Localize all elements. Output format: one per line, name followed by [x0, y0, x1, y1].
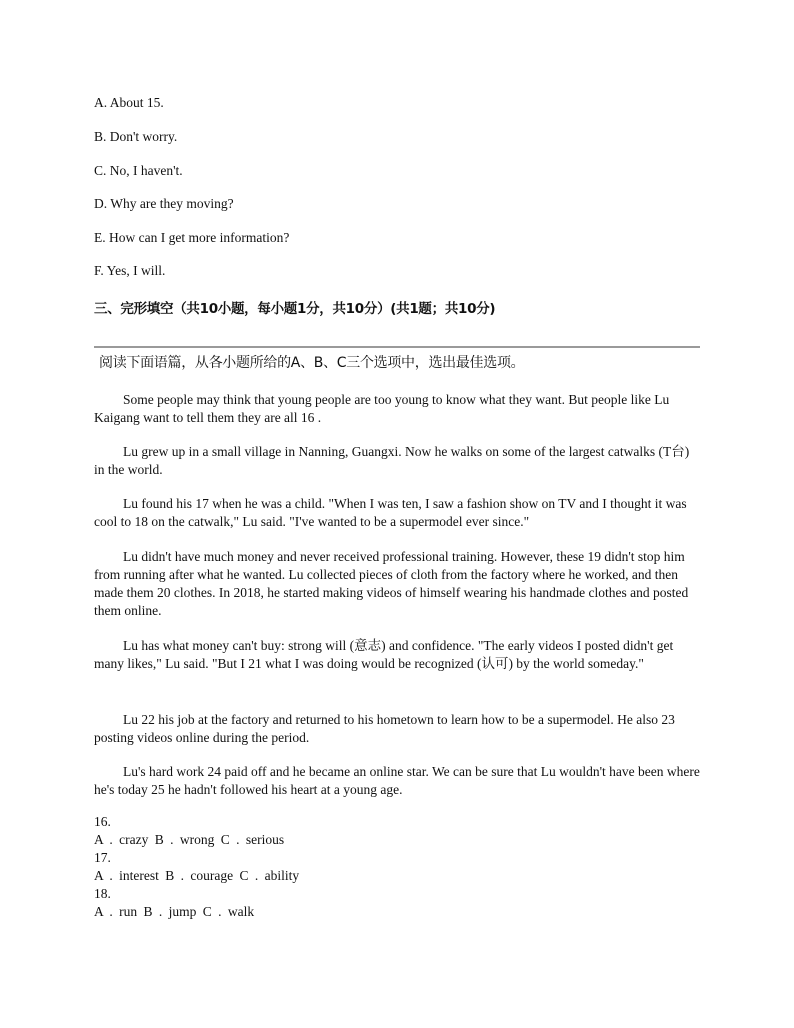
passage-paragraph: Lu has what money can't buy: strong will (意志) and confidence. "The early videos I posted didn't get many likes," Lu said. "But I 21 what I was doing would be recognized (认可) by the world someday." [94, 638, 674, 671]
question-options: A . run B . jump C . walk [94, 904, 255, 919]
question-number: 18. [94, 886, 111, 901]
passage-paragraph: Some people may think that young people are too young to know what they want. But people like Lu Kaigang want to tell them they are all 16 . [94, 392, 670, 425]
passage-paragraph: Lu grew up in a small village in Nanning, Guangxi. Now he walks on some of the largest catwalks (T台) in the world. [94, 444, 690, 477]
question-number: 16. [94, 814, 111, 829]
section-instruction: 阅读下面语篇，从各小题所给的A、B、C三个选项中，选出最佳选项。 [99, 355, 525, 371]
option-b: B. Don't worry. [94, 129, 178, 144]
passage-paragraph: Lu found his 17 when he was a child. "When I was ten, I saw a fashion show on TV and I thought it was cool to 18 on the catwalk," Lu said. "I've wanted to be a supermodel ever since." [94, 496, 687, 529]
passage-paragraph: Lu 22 his job at the factory and returned to his hometown to learn how to be a supermodel. He also 23 posting videos online during the period. [94, 712, 675, 745]
question-number: 17. [94, 850, 111, 865]
option-f: F. Yes, I will. [94, 263, 166, 278]
passage-paragraph: Lu's hard work 24 paid off and he became an online star. We can be sure that Lu wouldn't have been where he's today 25 he hadn't followed his heart at a young age. [94, 764, 700, 797]
section-title: 三、完形填空（共10小题，每小题1分，共10分）(共1题；共10分) [94, 301, 496, 317]
passage-paragraph: Lu didn't have much money and never received professional training. However, these 19 didn't stop him from running after what he wanted. Lu collected pieces of cloth from the factory where he worked, and then made them 20 clothes. In 2018, he started making videos of himself wearing his handmade clothes and posted them online. [94, 549, 689, 618]
option-d: D. Why are they moving? [94, 196, 234, 211]
option-a: A. About 15. [94, 95, 164, 110]
question-options: A . interest B . courage C . ability [94, 868, 300, 883]
option-c: C. No, I haven't. [94, 163, 183, 178]
section-divider [94, 346, 700, 348]
question-options: A . crazy B . wrong C . serious [94, 832, 285, 847]
option-e: E. How can I get more information? [94, 230, 290, 245]
